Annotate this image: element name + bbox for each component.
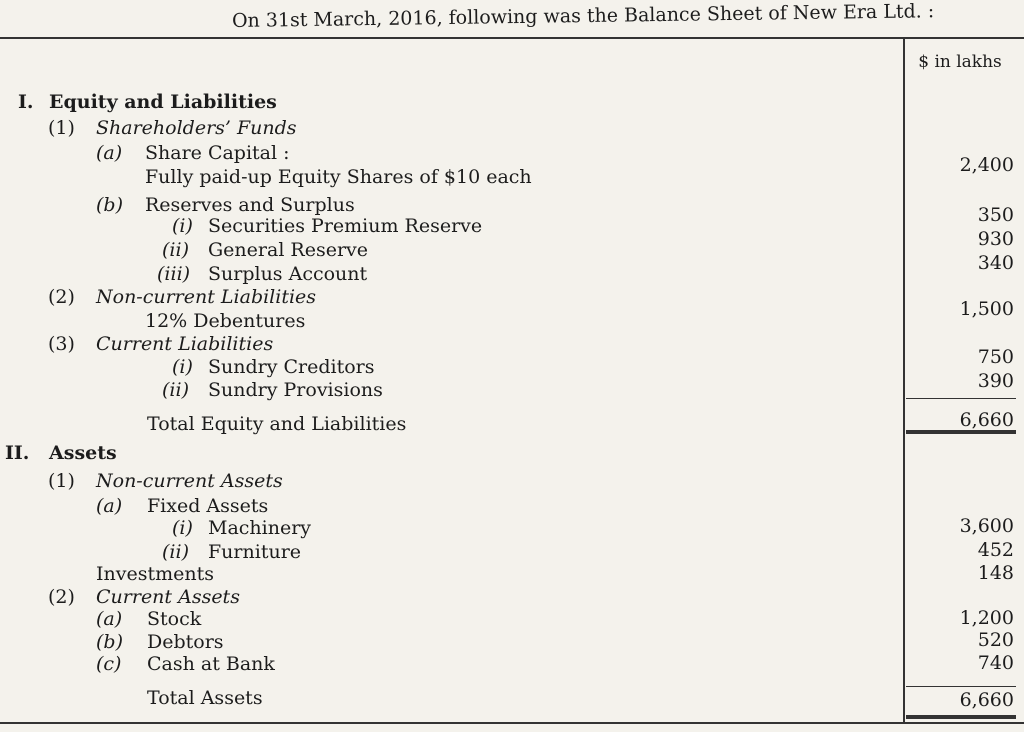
table-row [0, 116, 1024, 140]
row-label: Shareholders’ Funds [96, 117, 297, 139]
row-amount [0, 203, 1024, 227]
amount-value: 1,500 [959, 298, 1014, 320]
row-label: Stock [147, 608, 202, 630]
row-label: Current Assets [96, 586, 240, 608]
row-number: (3) [48, 333, 75, 355]
row-number: (2) [48, 286, 75, 308]
row-number: (a) [96, 495, 123, 517]
row-label: Equity and Liabilities [49, 91, 277, 113]
amount-value: 350 [977, 204, 1014, 226]
row-amount [0, 606, 1024, 630]
amount-value: 390 [977, 370, 1014, 392]
amount-value: 520 [977, 629, 1014, 651]
row-label: Surplus Account [208, 263, 368, 285]
row-label: Securities Premium Reserve [208, 215, 483, 237]
row-amount [0, 651, 1024, 675]
amount-value: 3,600 [959, 515, 1014, 537]
row-number: (1) [48, 117, 75, 139]
bottom-rule [0, 722, 1024, 724]
row-number: (i) [172, 517, 193, 539]
row-label: Fully paid-up Equity Shares of $10 each [145, 166, 532, 188]
row-amount [0, 688, 1024, 712]
row-label: Reserves and Surplus [145, 194, 355, 216]
row-label: Assets [49, 442, 117, 464]
row-amount [0, 297, 1024, 321]
row-number: II. [5, 442, 30, 464]
row-number: (2) [48, 586, 75, 608]
row-number: (c) [96, 653, 122, 675]
row-amount [0, 628, 1024, 652]
row-number: (i) [172, 215, 193, 237]
row-label: 12% Debentures [145, 310, 306, 332]
row-label: Sundry Creditors [208, 356, 375, 378]
top-rule [0, 37, 1024, 39]
table-row [0, 469, 1024, 493]
row-number: (i) [172, 356, 193, 378]
row-number: (iii) [157, 263, 191, 285]
row-label: Investments [96, 563, 214, 585]
row-label: Debtors [147, 631, 224, 653]
row-amount [0, 514, 1024, 538]
row-label: Sundry Provisions [208, 379, 383, 401]
amount-unit-header: $ in lakhs [918, 52, 1002, 72]
row-amount [0, 251, 1024, 275]
row-label: General Reserve [208, 239, 369, 261]
amount-value: 148 [977, 562, 1014, 584]
subtotal-rule-assets [906, 686, 1016, 687]
row-amount [0, 345, 1024, 369]
row-label: Non-current Liabilities [96, 286, 317, 308]
row-number: (ii) [162, 239, 189, 261]
subtotal-rule-liabilities [906, 398, 1016, 399]
row-label: Non-current Assets [96, 470, 283, 492]
row-number: (a) [96, 142, 123, 164]
table-row [0, 90, 1024, 114]
row-amount [0, 153, 1024, 177]
amount-value: 340 [977, 252, 1014, 274]
amount-value: 930 [977, 228, 1014, 250]
row-label: Furniture [208, 541, 302, 563]
amount-value: 1,200 [959, 607, 1014, 629]
row-number: (a) [96, 608, 123, 630]
row-amount [0, 538, 1024, 562]
row-number: (b) [96, 194, 123, 216]
row-number: I. [18, 91, 34, 113]
amount-value: 2,400 [959, 154, 1014, 176]
row-amount [0, 227, 1024, 251]
page-title: On 31st March, 2016, following was the Balance Sheet of New Era Ltd. : [231, 0, 935, 32]
row-number: (ii) [162, 379, 189, 401]
row-amount [0, 561, 1024, 585]
row-amount [0, 408, 1024, 432]
row-label: Share Capital : [145, 142, 290, 164]
row-number: (ii) [162, 541, 189, 563]
row-label: Cash at Bank [147, 653, 275, 675]
row-label: Machinery [208, 517, 312, 539]
row-label: Total Equity and Liabilities [147, 413, 407, 435]
row-label: Current Liabilities [96, 333, 274, 355]
row-label: Fixed Assets [147, 495, 269, 517]
row-number: (b) [96, 631, 123, 653]
amount-value: 6,660 [959, 409, 1014, 431]
amount-value: 750 [977, 346, 1014, 368]
row-number: (1) [48, 470, 75, 492]
total-double-rule-assets [906, 715, 1016, 719]
total-double-rule-liabilities [906, 430, 1016, 434]
table-row [0, 441, 1024, 465]
row-amount [0, 369, 1024, 393]
amount-value: 740 [977, 652, 1014, 674]
row-label: Total Assets [147, 687, 263, 709]
amount-value: 6,660 [959, 689, 1014, 711]
amount-value: 452 [977, 539, 1014, 561]
